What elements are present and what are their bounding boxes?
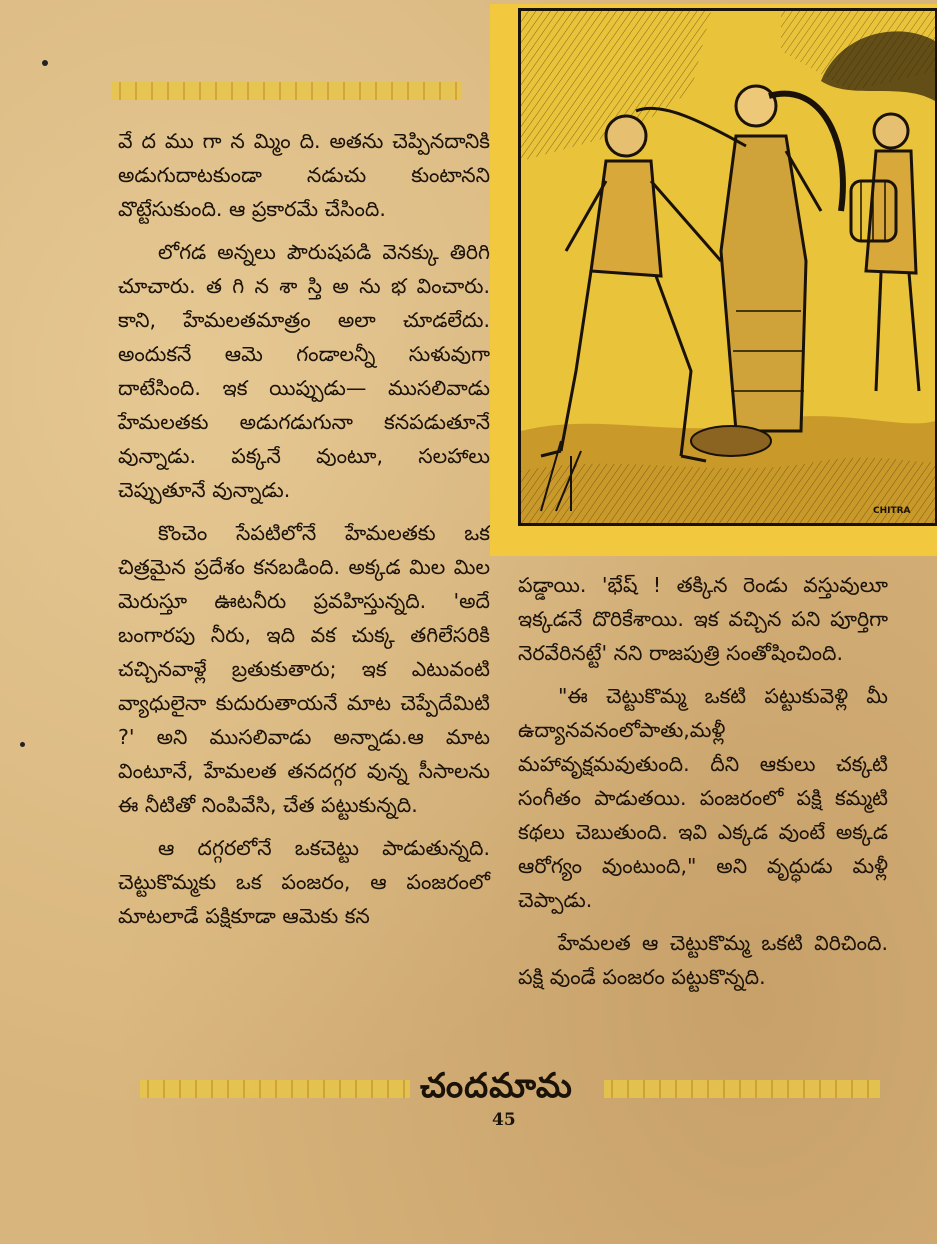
- illustration-drawing: [521, 11, 935, 523]
- ink-dot: [42, 60, 48, 66]
- story-illustration: [518, 8, 938, 526]
- page-edge-bottom: [0, 1244, 943, 1254]
- paragraph: వే ద ము గా న మ్మిం ది. అతను చెప్పినదానికి అడుగుదాటకుండా నడుచు కుంటానని వొట్టేసుకుంది. ఆ ప్రకారమే చేసింది.: [118, 129, 490, 221]
- paragraph: కొంచెం సేపటిలోనే హేమలతకు ఒక చిత్రమైన ప్రదేశం కనబడింది. అక్కడ మిల మిల మెరుస్తూ ఊటనీరు ప్రవహిస్తున్నది. 'అదే బంగారపు నీరు, ఇది వక చుక్క తగిలేసరికి చచ్చినవాళ్లే బ్రతుకుతారు; ఇక ఎటువంటి వ్యాధులైనా కుదురుతాయనే మాట చెప్పేదేమిటి ?' అని ముసలివాడు అన్నాడు.ఆ మాట వింటూనే, హేమలత తనదగ్గర వున్న సీసాలను ఈ నీటితో నింపివేసి, చేత పట్టుకున్నది.: [118, 521, 490, 817]
- magazine-title: చందమామ: [420, 1066, 573, 1106]
- left-text-column: [118, 124, 490, 942]
- paragraph: పడ్డాయి. 'భేష్ ! తక్కిన రెండు వస్తువులూ ఇక్కడనే దొరికేశాయి. ఇక వచ్చిన పని పూర్తిగా నెరవేరినట్టే' నని రాజపుత్రి సంతోషించింది.: [518, 573, 888, 665]
- footer-border-right: [604, 1080, 880, 1098]
- paragraph: ఆ దగ్గరలోనే ఒకచెట్టు పాడుతున్నది. చెట్టుకొమ్మకు ఒక పంజరం, ఆ పంజరంలో మాటలాడే పక్షికూడా ఆమెకు కన: [118, 836, 490, 928]
- right-text-column: [518, 568, 888, 1003]
- paragraph: లోగడ అన్నలు పౌరుషపడి వెనక్కు తిరిగి చూచారు. త గి న శా స్తి అ ను భ వించారు. కాని, హేమలతమాత్రం అలా చూడలేదు. అందుకనే ఆమె గండాలన్నీ సుళువుగా దాటేసింది. ఇక యిప్పుడు— ముసలివాడు హేమలతకు అడుగడుగునా కనపడుతూనే వున్నాడు. పక్కనే వుంటూ, సలహాలు చెప్పుతూనే వున్నాడు.: [118, 240, 490, 502]
- artist-signature: CHITRA: [873, 506, 911, 516]
- top-border-strip: [112, 82, 462, 100]
- paragraph: హేమలత ఆ చెట్టుకొమ్మ ఒకటి విరిచింది. పక్షి వుండే పంజరం పట్టుకొన్నది.: [518, 931, 888, 989]
- paragraph: "ఈ చెట్టుకొమ్మ ఒకటి పట్టుకువెళ్లి మీ ఉద్యానవనంలోపాతు,మళ్లీ మహావృక్షమవుతుంది. దీని ఆకులు చక్కటి సంగీతం పాడుతయి. పంజరంలో పక్షి కమ్మటి కథలు చెబుతుంది. ఇవి ఎక్కడ వుంటే అక్కడ ఆరోగ్యం వుంటుంది," అని వృద్ధుడు మళ్లీ చెప్పాడు.: [518, 684, 888, 912]
- page-edge: [937, 0, 943, 1254]
- page-number: 45: [492, 1110, 516, 1130]
- ink-dot: [20, 742, 25, 747]
- footer-border-left: [140, 1080, 410, 1098]
